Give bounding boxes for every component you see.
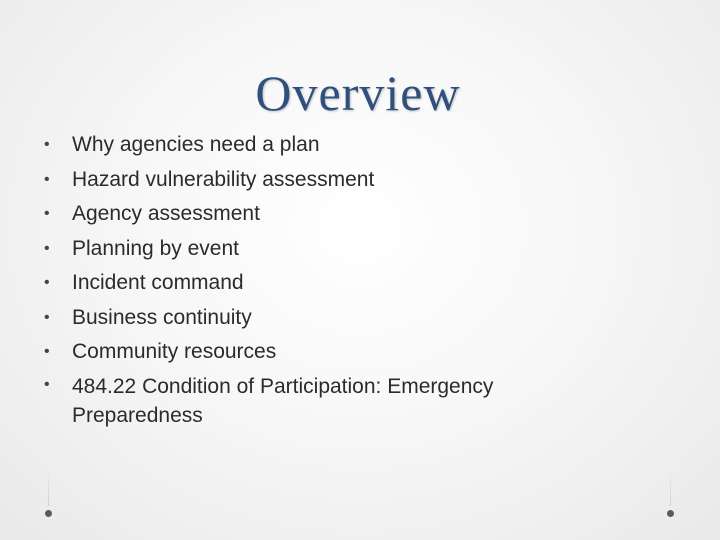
right-decor-line — [670, 470, 671, 506]
bullet-text: Community resources — [72, 340, 277, 363]
bullet-item — [44, 128, 664, 163]
bullet-icon: • — [44, 308, 50, 326]
bullet-text: Why agencies need a plan — [72, 133, 320, 156]
slide-title-text: Overview — [255, 65, 461, 121]
slide-title — [0, 62, 720, 124]
bullet-text: Planning by event — [72, 236, 239, 260]
bullet-icon: • — [44, 205, 50, 222]
bullet-icon: • — [44, 136, 50, 153]
bullet-text: Agency assessment — [72, 202, 260, 225]
bullet-item — [44, 266, 664, 301]
bullet-item — [44, 232, 664, 267]
bullet-text: Business continuity — [72, 305, 252, 329]
bottom-right-dot — [667, 510, 674, 517]
bullet-icon: • — [44, 343, 50, 360]
bottom-left-dot — [45, 510, 52, 517]
left-decor-line — [48, 470, 49, 506]
bullet-text: 484.22 Condition of Participation: Emergency Preparedness — [72, 374, 494, 427]
bullet-icon: • — [44, 375, 50, 393]
bullet-item — [44, 163, 664, 198]
bullet-item — [44, 301, 664, 336]
bullet-text: Incident command — [72, 271, 244, 294]
bullet-item — [44, 370, 592, 430]
bullet-icon: • — [44, 170, 50, 188]
bullet-text: Hazard vulnerability assessment — [72, 167, 375, 191]
bullet-icon: • — [44, 239, 50, 257]
bullet-icon: • — [44, 274, 50, 291]
bullet-item — [44, 335, 664, 370]
bullet-item — [44, 197, 664, 232]
bullet-list — [44, 128, 664, 430]
